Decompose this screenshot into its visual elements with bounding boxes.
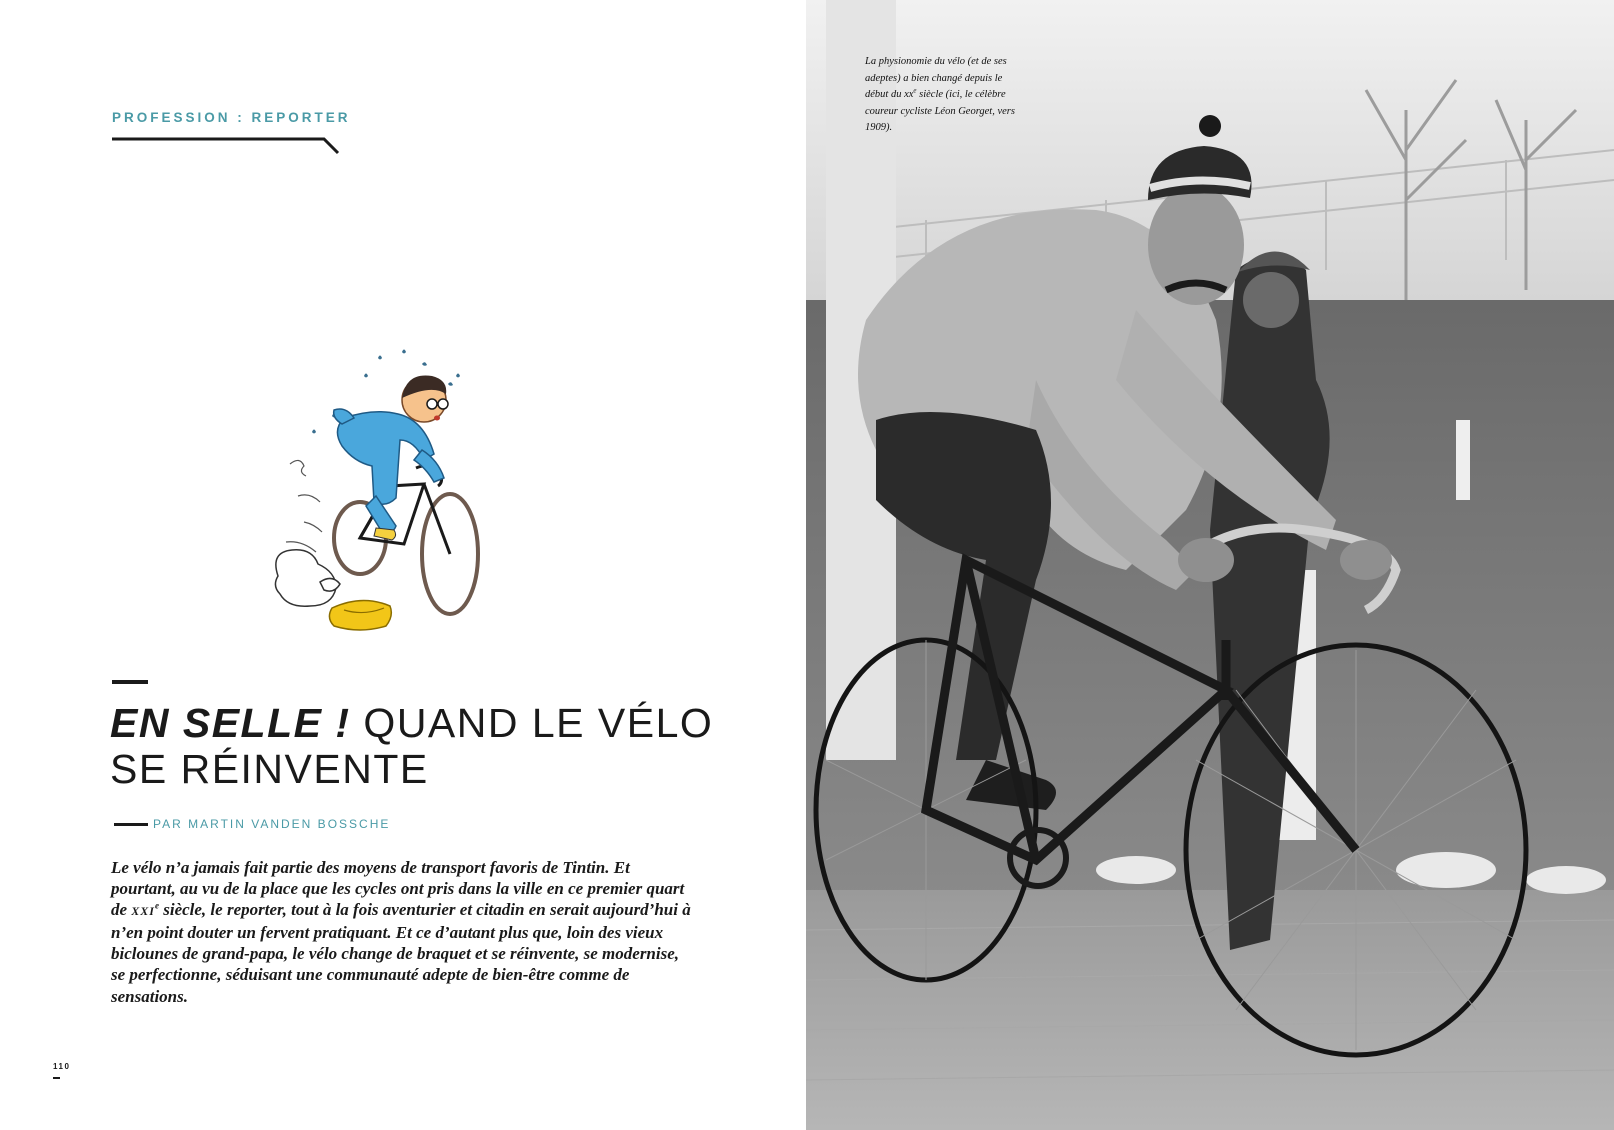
section-rule [110,135,350,157]
title-dash [112,680,148,684]
left-page [0,0,806,1130]
byline: PAR MARTIN VANDEN BOSSCHE [153,817,391,831]
century-numeral: XXI [131,904,155,919]
caption-text-1: La physionomie du vélo (et de ses adeptes) a bien changé depuis le début du [865,56,1007,100]
headline-line2: SE RÉINVENTE [110,746,429,792]
caption-numeral: xx [904,89,914,100]
lead-paragraph [111,857,691,1007]
century-suffix: e [154,900,159,911]
page-number-dash [53,1077,60,1079]
article-headline [110,700,750,792]
byline-dash [114,823,148,826]
caption-suffix: e [913,86,917,95]
headline-kicker: EN SELLE ! [110,700,351,746]
cyclist-photo [806,0,1614,1130]
lead-text-2: siècle, le reporter, tout à la fois aventurier et citadin en serait aujourd’hui à n’en point douter un fervent pratiquant. Et ce d’autant plus que, loin des vieux biclounes de grand-papa, le vélo change de braquet et se réinvente, se modernise, se perfectionne, séduisant une communauté adepte de bien-être comme de sensations. [111,900,691,1006]
section-label: PROFESSION : REPORTER [112,110,351,125]
caption-text-2: siècle (ici, le célèbre coureur cycliste Léon Georget, vers 1909). [865,89,1015,133]
headline-line1: QUAND LE VÉLO [350,700,714,746]
photo-caption [865,54,1025,137]
lead-text-1: Le vélo n’a jamais fait partie des moyens de transport favoris de Tintin. Et pourtant, au vu de la place que les cycles ont pris dans la ville en ce premier quart de [111,858,685,920]
tintin-cycling-illustration [272,346,508,658]
right-page [806,0,1614,1130]
page-number: 110 [53,1062,71,1071]
